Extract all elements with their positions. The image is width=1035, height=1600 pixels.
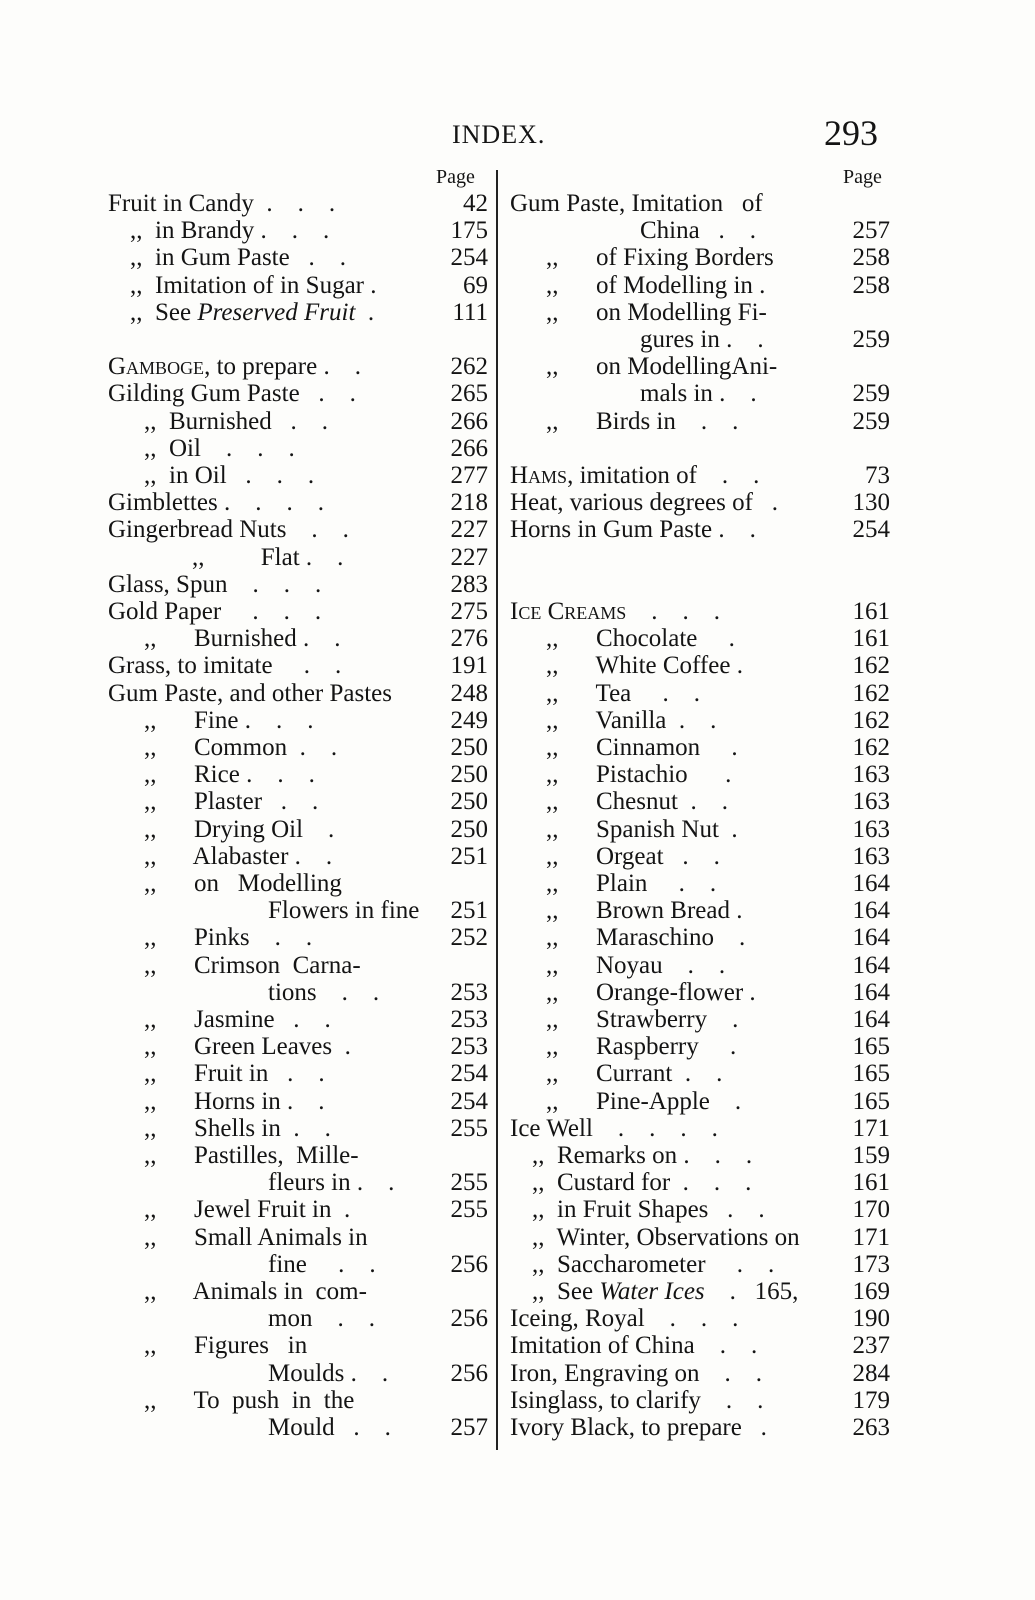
index-entry-text: ,, Crimson Carna- — [144, 951, 361, 979]
index-entry-text: ,, Custard for . . . — [532, 1169, 752, 1197]
index-entry-page: 190 — [852, 1305, 890, 1333]
index-entry-text: Iron, Engraving on . . — [510, 1359, 763, 1387]
index-entry-text: ,, Plaster . . — [144, 788, 319, 816]
index-entry-page: 163 — [852, 815, 890, 843]
index-entry-text: ,, on Modelling Fi- — [546, 298, 767, 326]
index-entry-text: ,, Orange-flower . — [546, 978, 756, 1006]
index-entry-page: 164 — [852, 978, 890, 1006]
index-entry-text: ,, To push in the — [144, 1386, 355, 1414]
right-page-column-label: Page — [843, 166, 882, 188]
index-entry-page: 255 — [450, 1196, 488, 1224]
index-entry-page: 254 — [450, 1060, 488, 1088]
index-entry-text: Gum Paste, and other Pastes — [108, 679, 392, 707]
index-entry-page: 262 — [450, 353, 488, 381]
index-entry-page: 275 — [450, 598, 488, 625]
index-entry-page: 256 — [450, 1359, 488, 1387]
index-entry-page: 258 — [852, 271, 890, 299]
index-entry-text: ,, Fruit in . . — [144, 1060, 325, 1088]
index-entry-text: ,, Winter, Observations on — [532, 1223, 800, 1251]
running-header — [0, 112, 1035, 152]
index-entry-text: mon . . — [268, 1305, 375, 1333]
index-entry-text: ,, White Coffee . — [546, 652, 743, 680]
index-entry-text: ,, Raspberry . — [546, 1033, 737, 1061]
index-entry-text: ,, See Preserved Fruit . — [130, 298, 375, 326]
index-entry-page: 162 — [852, 706, 890, 734]
index-entry-page: 257 — [852, 217, 890, 245]
index-entry-page: 169 — [852, 1278, 890, 1305]
index-entry-text: Gingerbread Nuts . . — [108, 516, 349, 544]
index-entry-text: ,, Rice . . . — [144, 761, 315, 789]
index-entry-page: 256 — [450, 1250, 488, 1278]
index-entry-text: ,, Saccharometer . . — [532, 1250, 775, 1278]
index-entry-page: 191 — [450, 652, 488, 680]
index-entry-page: 130 — [852, 489, 890, 517]
index-entry-page: 249 — [450, 706, 488, 734]
index-entry-text: ,, in Gum Paste . . — [130, 244, 346, 272]
index-entry-page: 111 — [452, 298, 488, 326]
index-entry-text: ,, Birds in . . — [546, 407, 739, 435]
index-entry-text: ,, Horns in . . — [144, 1087, 325, 1115]
index-entry-text: ,, Shells in . . — [144, 1114, 331, 1142]
index-entry-page: 254 — [852, 516, 890, 544]
index-entry-text: Flowers in fine — [268, 897, 420, 925]
index-entry-text: ,, in Oil . . . — [144, 462, 315, 489]
index-entry-text: Moulds . . — [268, 1359, 389, 1387]
index-entry-page: 164 — [852, 1006, 890, 1033]
index-entry-text: Mould . . — [268, 1414, 391, 1441]
index-entry-page: 164 — [852, 870, 890, 897]
index-entry-page: 227 — [450, 543, 488, 571]
index-entry-text: ,, Strawberry . — [546, 1006, 739, 1033]
index-entry-page: 162 — [852, 652, 890, 680]
index-entry-text: ,, of Modelling in . — [546, 271, 766, 299]
index-entry-text: Iceing, Royal . . . — [510, 1305, 739, 1333]
index-entry-page: 250 — [450, 734, 488, 761]
index-entry-page: 179 — [852, 1386, 890, 1414]
index-entry-page: 253 — [450, 978, 488, 1006]
index-entry-page: 250 — [450, 788, 488, 816]
index-entry-text: ,, Jewel Fruit in . — [144, 1196, 351, 1224]
index-entry-page: 251 — [450, 842, 488, 870]
index-entry-text: ,, Small Animals in — [144, 1223, 368, 1251]
index-entry-page: 284 — [852, 1359, 890, 1387]
index-entry-page: 259 — [852, 407, 890, 435]
index-entry-text: Hams, imitation of . . — [510, 462, 760, 489]
index-entry-text: Ivory Black, to prepare . — [510, 1414, 767, 1441]
index-entry-text: ,, Figures in — [144, 1332, 308, 1360]
index-entry-text: ,, on Modelling — [144, 870, 342, 897]
left-page-column-label: Page — [436, 166, 475, 188]
index-entry-text: Ice Well . . . . — [510, 1114, 718, 1142]
index-entry-text: ,, of Fixing Borders — [546, 244, 774, 272]
index-entry-page: 257 — [450, 1414, 488, 1441]
index-entry-text: ,, Pinks . . — [144, 924, 313, 952]
index-entry-page: 255 — [450, 1169, 488, 1197]
index-entry-page: 163 — [852, 842, 890, 870]
index-entry-text: ,, Pine-Apple . — [546, 1087, 742, 1115]
index-entry-page: 248 — [450, 679, 488, 707]
index-entry-page: 256 — [450, 1305, 488, 1333]
index-entry-text: ,, Pastilles, Mille- — [144, 1142, 359, 1169]
index-entry-page: 164 — [852, 897, 890, 925]
running-title: INDEX. — [452, 120, 546, 149]
index-entry-page: 218 — [450, 489, 488, 517]
index-entry-text: fleurs in . . — [268, 1169, 395, 1197]
index-entry-text: ,, Green Leaves . — [144, 1033, 351, 1061]
index-entry-text: Gimblettes . . . . — [108, 489, 324, 517]
index-entry-page: 266 — [450, 434, 488, 462]
index-entry-text: ,, Burnished . . — [144, 625, 341, 653]
index-entry-text: ,, Alabaster . . — [144, 842, 333, 870]
index-entry-text: mals in . . — [640, 380, 757, 408]
index-entry-text: ,, Animals in com- — [144, 1278, 367, 1305]
index-entry-page: 276 — [450, 625, 488, 653]
index-entry-page: 258 — [852, 244, 890, 272]
index-entry-text: Isinglass, to clarify . . — [510, 1386, 764, 1414]
index-entry-page: 170 — [852, 1196, 890, 1224]
index-entry-text: ,, Spanish Nut . — [546, 815, 738, 843]
index-entry-text: ,, Burnished . . — [144, 407, 329, 435]
index-entry-page: 259 — [852, 380, 890, 408]
index-entry-text: Gamboge, to prepare . . — [108, 353, 361, 381]
index-entry-page: 42 — [463, 190, 488, 217]
index-entry-text: ,, Orgeat . . — [546, 842, 720, 870]
index-entry-page: 255 — [450, 1114, 488, 1142]
index-entry-text: Gilding Gum Paste . . — [108, 380, 356, 408]
column-divider — [496, 170, 498, 1450]
index-entry-text: ,, Chocolate . — [546, 625, 735, 653]
index-entry-text: ,, Cinnamon . — [546, 734, 738, 761]
index-entry-page: 254 — [450, 1087, 488, 1115]
index-entry-text: ,, Plain . . — [546, 870, 717, 897]
index-entry-page: 259 — [852, 326, 890, 353]
index-entry-page: 161 — [852, 1169, 890, 1197]
index-entry-text: ,, Fine . . . — [144, 706, 314, 734]
index-entry-text: Gum Paste, Imitation of — [510, 190, 763, 217]
index-entry-text: Imitation of China . . — [510, 1332, 758, 1360]
index-entry-text: ,, Flat . . — [192, 543, 344, 571]
index-entry-text: China . . — [640, 217, 756, 245]
index-entry-page: 254 — [450, 244, 488, 272]
index-entry-page: 165 — [852, 1033, 890, 1061]
index-entry-page: 165 — [852, 1087, 890, 1115]
index-entry-page: 283 — [450, 570, 488, 598]
index-entry-text: ,, on ModellingAni- — [546, 353, 778, 381]
index-entry-page: 173 — [852, 1250, 890, 1278]
index-entry-page: 237 — [852, 1332, 890, 1360]
index-entry-page: 164 — [852, 924, 890, 952]
index-entry-page: 159 — [852, 1142, 890, 1169]
index-entry-page: 263 — [852, 1414, 890, 1441]
index-entry-text: Ice Creams . . . — [510, 598, 721, 625]
index-entry-text: ,, Noyau . . — [546, 951, 726, 979]
index-entry-page: 162 — [852, 734, 890, 761]
index-entry-text: tions . . — [268, 978, 380, 1006]
index-entry-page: 250 — [450, 761, 488, 789]
index-entry-text: ,, Jasmine . . — [144, 1006, 331, 1033]
index-entry-page: 161 — [852, 598, 890, 625]
index-entry-text: ,, Brown Bread . — [546, 897, 743, 925]
index-entry-text: Fruit in Candy . . . — [108, 190, 336, 217]
index-entry-page: 175 — [450, 217, 488, 245]
index-entry-text: Glass, Spun . . . — [108, 570, 322, 598]
page-number: 293 — [824, 113, 878, 153]
index-entry-text: Horns in Gum Paste . . — [510, 516, 756, 544]
index-entry-text: ,, in Brandy . . . — [130, 217, 330, 245]
index-entry-page: 165 — [852, 1060, 890, 1088]
index-entry-text: ,, in Fruit Shapes . . — [532, 1196, 765, 1224]
index-entry-page: 162 — [852, 679, 890, 707]
index-entry-text: ,, Chesnut . . — [546, 788, 728, 816]
index-entry-text: ,, Currant . . — [546, 1060, 723, 1088]
index-entry-page: 161 — [852, 625, 890, 653]
index-entry-page: 227 — [450, 516, 488, 544]
index-entry-page: 171 — [852, 1223, 890, 1251]
index-entry-page: 265 — [450, 380, 488, 408]
index-entry-text: ,, Oil . . . — [144, 434, 295, 462]
index-entry-text: ,, Vanilla . . — [546, 706, 717, 734]
index-entry-text: ,, Maraschino . — [546, 924, 746, 952]
index-entry-page: 171 — [852, 1114, 890, 1142]
index-entry-text: ,, Remarks on . . . — [532, 1142, 753, 1169]
index-entry-text: ,, Drying Oil . — [144, 815, 335, 843]
index-entry-text: Heat, various degrees of . — [510, 489, 778, 517]
index-entry-page: 277 — [450, 462, 488, 489]
index-entry-text: ,, Pistachio . — [546, 761, 732, 789]
index-entry-text: Gold Paper . . . — [108, 598, 322, 625]
index-entry-page: 164 — [852, 951, 890, 979]
index-entry-page: 163 — [852, 788, 890, 816]
index-entry-page: 250 — [450, 815, 488, 843]
index-entry-page: 253 — [450, 1006, 488, 1033]
index-entry-text: ,, Tea . . — [546, 679, 701, 707]
index-entry-text: Grass, to imitate . . — [108, 652, 342, 680]
index-entry-page: 163 — [852, 761, 890, 789]
index-entry-page: 69 — [463, 271, 488, 299]
index-entry-text: ,, Imitation of in Sugar . — [130, 271, 377, 299]
index-entry-text: ,, See Water Ices . 165, — [532, 1278, 799, 1305]
index-entry-page: 251 — [450, 897, 488, 925]
index-entry-text: ,, Common . . — [144, 734, 338, 761]
index-entry-page: 253 — [450, 1033, 488, 1061]
index-entry-text: gures in . . — [640, 326, 764, 353]
index-entry-page: 73 — [865, 462, 890, 489]
index-entry-page: 266 — [450, 407, 488, 435]
index-entry-text: fine . . — [268, 1250, 376, 1278]
index-entry-page: 252 — [450, 924, 488, 952]
